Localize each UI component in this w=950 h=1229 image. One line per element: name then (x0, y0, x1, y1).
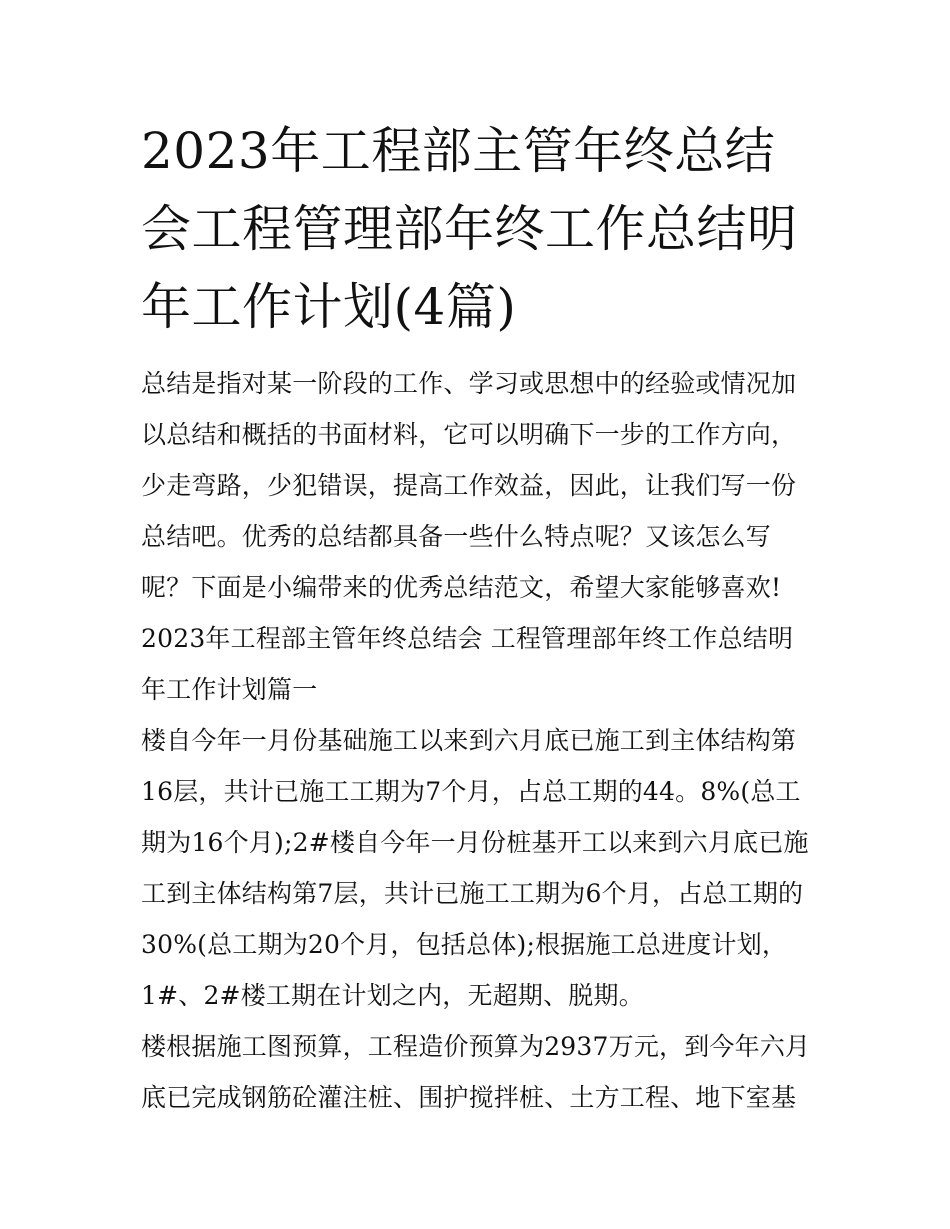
body-paragraph-budget: 楼根据施工图预算，工程造价预算为2937万元，到今年六月底已完成钢筋砼灌注桩、围护搅拌桩、土方工程、地下室基 (141, 1032, 811, 1112)
section-heading: 2023年工程部主管年终总结会 工程管理部年终工作总结明年工作计划篇一 (141, 624, 794, 704)
intro-paragraph: 总结是指对某一阶段的工作、学习或思想中的经验或情况加以总结和概括的书面材料，它可以明确下一步的工作方向，少走弯路，少犯错误，提高工作效益，因此，让我们写一份总结吧。优秀的总结都具备一些什么特点呢？又该怎么写呢？下面是小编带来的优秀总结范文，希望大家能够喜欢! (141, 369, 797, 602)
document-title: 2023年工程部主管年终总结会工程管理部年终工作总结明年工作计划(4篇) (141, 122, 798, 336)
document-page (141, 112, 816, 1123)
body-paragraph-schedule: 楼自今年一月份基础施工以来到六月底已施工到主体结构第16层，共计已施工工期为7个月，占总工期的44。8%(总工期为16个月);2#楼自今年一月份桩基开工以来到六月底已施工到主体结构第7层，共计已施工工期为6个月，占总工期的30%(总工期为20个月，包括总体);根据施工总进度计划，1#、2#楼工期在计划之内，无超期、脱期。 (141, 726, 809, 1010)
